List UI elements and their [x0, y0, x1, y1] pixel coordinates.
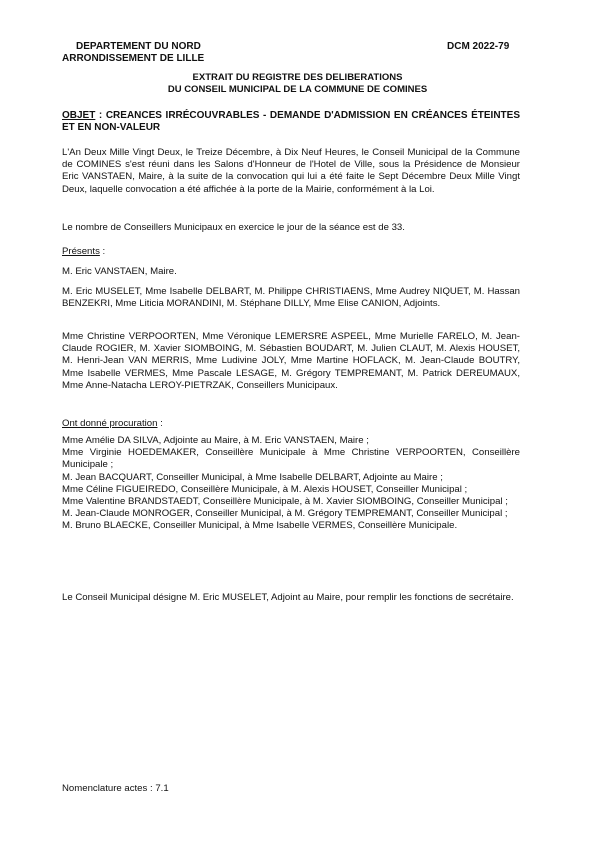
subject-text: : CREANCES IRRÉCOUVRABLES - DEMANDE D'ADMISSION EN CRÉANCES ÉTEINTES ET EN NON-VALEUR: [62, 110, 520, 133]
council-count: Le nombre de Conseillers Municipaux en exercice le jour de la séance est de 33.: [62, 222, 405, 233]
adjoints-paragraph: M. Eric MUSELET, Mme Isabelle DELBART, M. Philippe CHRISTIAENS, Mme Audrey NIQUET, M. Hassan BENZEKRI, Mme Liticia MORANDINI, M. Stéphane DILLY, Mme Elise CANION, Adjoints.: [62, 286, 520, 310]
procuration-item: M. Jean BACQUART, Conseiller Municipal, à Mme Isabelle DELBART, Adjointe au Maire ;: [62, 471, 443, 483]
title-line-2: DU CONSEIL MUNICIPAL DE LA COMMUNE DE COMINES: [167, 84, 428, 95]
presents-label: Présents: [62, 246, 100, 257]
procuration-item: Mme Céline FIGUEIREDO, Conseillère Municipale, à M. Alexis HOUSET, Conseiller Municipal ;: [62, 483, 468, 495]
subject-label: OBJET: [62, 110, 96, 121]
title-line-1: EXTRAIT DU REGISTRE DES DELIBERATIONS: [192, 72, 403, 83]
conseillers-paragraph: Mme Christine VERPOORTEN, Mme Véronique LEMERSRE ASPEEL, Mme Murielle FARELO, M. Jean-Claude ROGIER, M. Xavier SIOMBOING, M. Sébastien BOUDART, M. Julien CLAUT, M. Alexis HOUSET, M. Henri-Jean VAN MERRIS, Mme Ludivine JOLY, Mme Martine HOFLACK, M. Jean-Claude BOUTRY, Mme Isabelle VERMES, Mme Pascale LESAGE, M. Grégory TEMPREMANT, M. Patrick DEREUMAUX, Mme Anne-Natacha LEROY-PIETRZAK, Conseillers Municipaux.: [62, 331, 520, 391]
presents-suffix: :: [99, 246, 106, 257]
secretary-paragraph: Le Conseil Municipal désigne M. Eric MUSELET, Adjoint au Maire, pour remplir les fonctions de secrétaire.: [62, 592, 514, 603]
procuration-item: Mme Amélie DA SILVA, Adjointe au Maire, à M. Eric VANSTAEN, Maire ;: [62, 435, 369, 446]
department-label: DEPARTEMENT DU NORD: [76, 41, 201, 52]
subject: [62, 110, 520, 134]
procuration-label: Ont donné procuration: [62, 418, 158, 429]
header-administration: [62, 41, 204, 65]
procuration-item: Mme Virginie HOEDEMAKER, Conseillère Municipale à Mme Christine VERPOORTEN, Conseillère Municipale ;: [62, 447, 520, 471]
procuration-list: [62, 435, 520, 533]
procuration-item: M. Bruno BLAECKE, Conseiller Municipal, à Mme Isabelle VERMES, Conseillère Municipale.: [62, 520, 458, 532]
document-title: [62, 72, 533, 96]
mayor-line: M. Eric VANSTAEN, Maire.: [62, 266, 177, 277]
presents-heading: [62, 246, 520, 258]
deliberation-reference: DCM 2022-79: [447, 41, 510, 52]
intro-paragraph: L'An Deux Mille Vingt Deux, le Treize Décembre, à Dix Neuf Heures, le Conseil Municipal de la Commune de COMINES s'est réuni dans les Salons d'Honneur de l'Hotel de Ville, sous la Présidence de Monsieur Eric VANSTAEN, Maire, à la suite de la convocation qui lui a été faite le Sept Décembre Deux Mille Vingt Deux, laquelle convocation a été affichée à la porte de la Mairie, conformément à la Loi.: [62, 147, 520, 195]
procuration-item: Mme Valentine BRANDSTAEDT, Conseillère Municipale, à M. Xavier SIOMBOING, Conseiller Municipal ;: [62, 496, 508, 508]
procuration-item: M. Jean-Claude MONROGER, Conseiller Municipal, à M. Grégory TEMPREMANT, Conseiller Municipal ;: [62, 508, 508, 520]
arrondissement-label: ARRONDISSEMENT DE LILLE: [62, 53, 205, 64]
nomenclature-footer: Nomenclature actes : 7.1: [62, 783, 169, 794]
procuration-heading: [62, 418, 520, 430]
procuration-suffix: :: [157, 418, 163, 429]
